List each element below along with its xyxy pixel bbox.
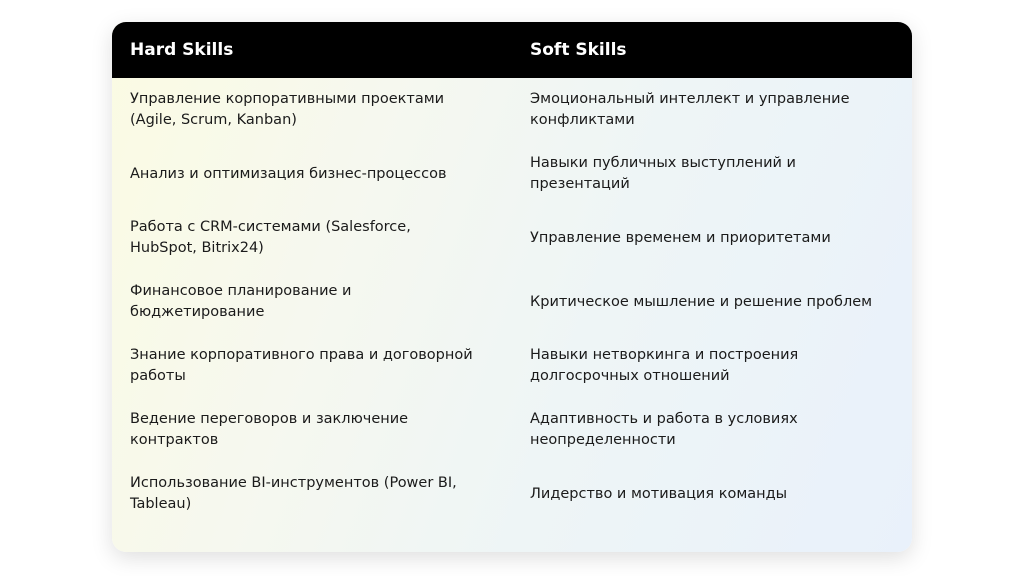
table-body [112, 78, 912, 526]
cell-soft-skill [512, 462, 912, 526]
table-row [112, 206, 912, 270]
skills-card [112, 22, 912, 552]
cell-text: Анализ и оптимизация бизнес-процессов [130, 165, 447, 182]
column-header-soft-skills: Soft Skills [512, 22, 912, 78]
table-row [112, 462, 912, 526]
cell-text: Финансовое планирование и бюджетирование [130, 283, 352, 321]
table-row [112, 334, 912, 398]
cell-hard-skill [112, 398, 512, 462]
cell-hard-skill [112, 270, 512, 334]
cell-hard-skill [112, 462, 512, 526]
cell-text: Ведение переговоров и заключение контрактов [130, 411, 409, 449]
table-row [112, 78, 912, 142]
column-header-hard-skills: Hard Skills [112, 22, 512, 78]
cell-soft-skill [512, 398, 912, 462]
cell-hard-skill [112, 142, 512, 206]
cell-text: Критическое мышление и решение проблем [530, 293, 873, 310]
cell-hard-skill [112, 206, 512, 270]
cell-text: Эмоциональный интеллект и управление конфликтами [530, 91, 850, 129]
cell-text: Управление временем и приоритетами [530, 229, 831, 246]
cell-text: Адаптивность и работа в условиях неопределенности [530, 411, 798, 449]
table-row [112, 270, 912, 334]
table-header-row [112, 22, 912, 78]
cell-hard-skill [112, 334, 512, 398]
cell-text: Навыки публичных выступлений и презентаций [530, 155, 796, 193]
cell-soft-skill [512, 206, 912, 270]
cell-soft-skill [512, 78, 912, 142]
cell-soft-skill [512, 142, 912, 206]
cell-text: Навыки нетворкинга и построения долгосрочных отношений [530, 347, 799, 385]
skills-table [112, 22, 912, 526]
cell-text: Знание корпоративного права и договорной работы [130, 347, 473, 385]
cell-text: Лидерство и мотивация команды [530, 485, 788, 502]
table-row [112, 398, 912, 462]
cell-soft-skill [512, 270, 912, 334]
cell-text: Управление корпоративными проектами (Agile, Scrum, Kanban) [130, 91, 445, 129]
cell-soft-skill [512, 334, 912, 398]
cell-hard-skill [112, 78, 512, 142]
cell-text: Использование BI-инструментов (Power BI, Tableau) [130, 475, 457, 513]
table-header [112, 22, 912, 78]
table-row [112, 142, 912, 206]
cell-text: Работа с CRM-системами (Salesforce, HubSpot, Bitrix24) [130, 219, 411, 257]
